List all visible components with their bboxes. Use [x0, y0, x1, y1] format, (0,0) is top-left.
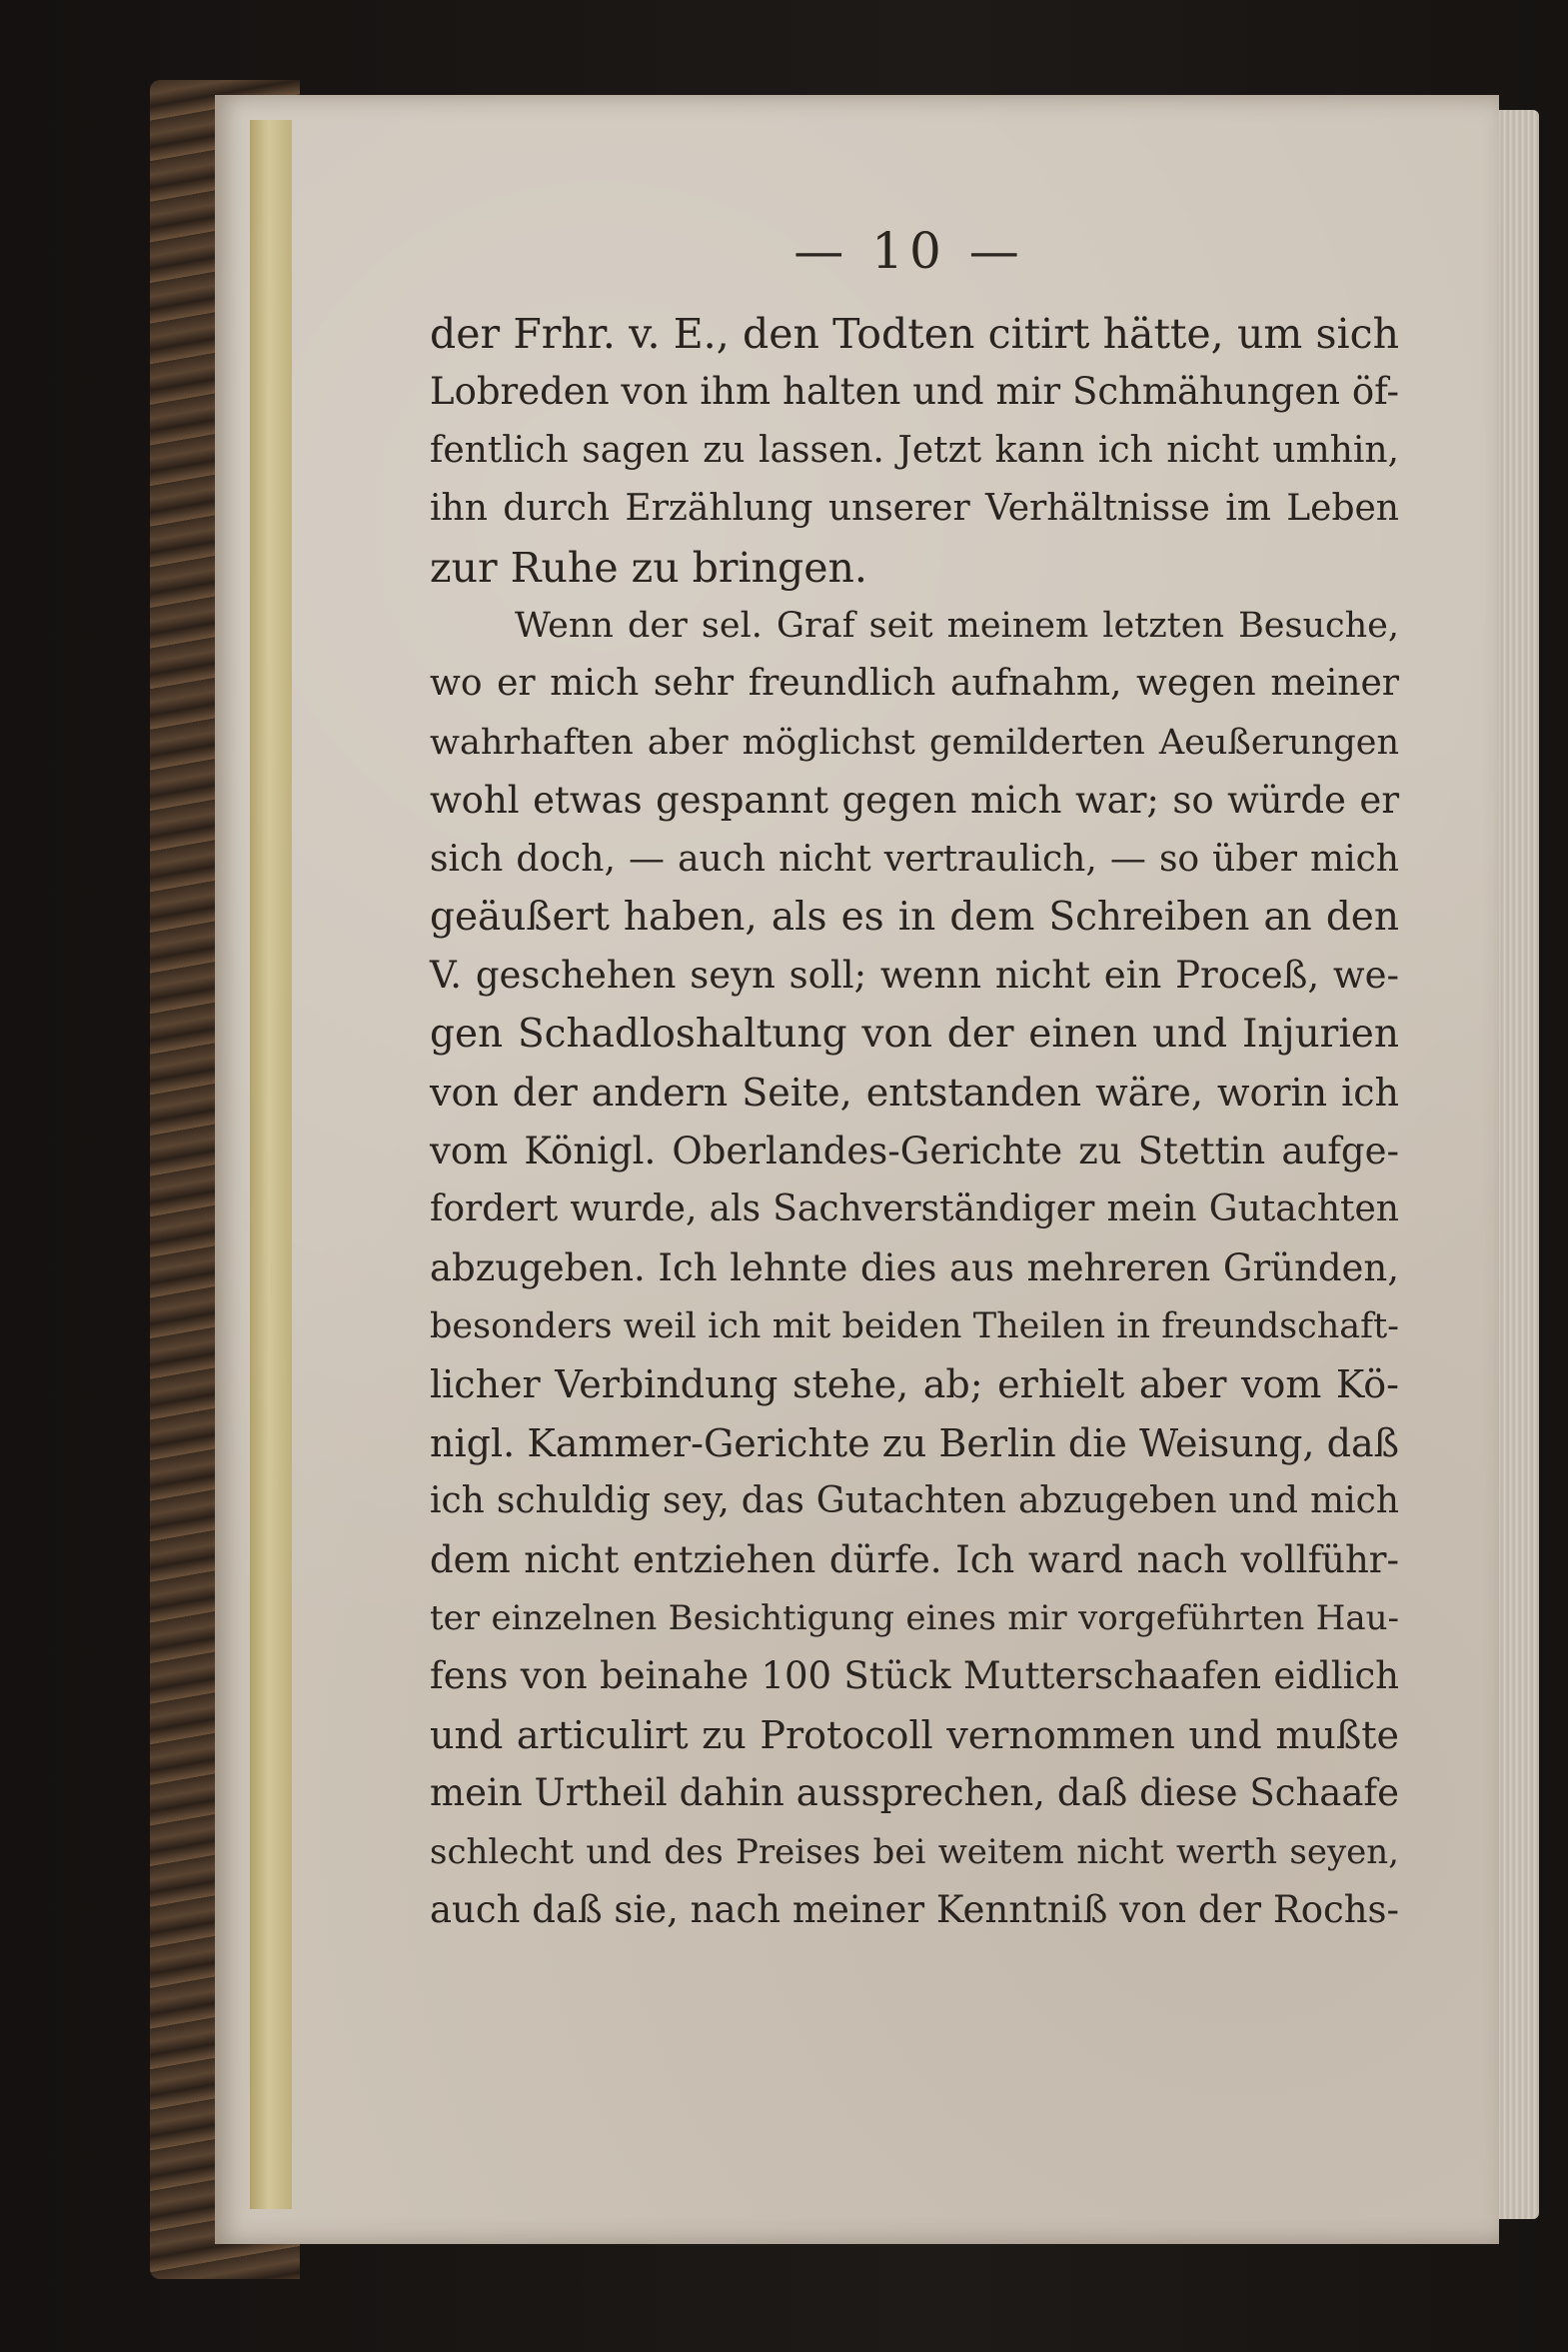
text-line: von der andern Seite, entstanden wäre, worin ich — [430, 1071, 1399, 1116]
text-line: fordert wurde, als Sachverständiger mein Gutachten — [430, 1188, 1399, 1230]
text-line: wahrhaften aber möglichst gemilderten Aeußerungen — [430, 722, 1399, 763]
text-line: auch daß sie, nach meiner Kenntniß von der Rochs- — [430, 1887, 1400, 1931]
text-line: der Frhr. v. E., den Todten citirt hätte, um sich — [430, 310, 1399, 358]
text-line: wo er mich sehr freundlich aufnahm, wegen meiner — [430, 663, 1399, 705]
text-line: und articulirt zu Protocoll vernommen und mußte — [430, 1712, 1399, 1757]
text-line: vom Königl. Oberlandes-Gerichte zu Stettin aufge- — [430, 1129, 1399, 1173]
text-line: wohl etwas gespannt gegen mich war; so würde er — [430, 779, 1399, 823]
text-line: licher Verbindung stehe, ab; erhielt aber vom Kö- — [430, 1362, 1399, 1407]
text-line: nigl. Kammer-Gerichte zu Berlin die Weisung, daß — [430, 1420, 1399, 1465]
text-line: mein Urtheil dahin aussprechen, daß diese Schaafe — [430, 1771, 1399, 1815]
text-line: abzugeben. Ich lehnte dies aus mehreren Gründen, — [430, 1245, 1399, 1289]
text-line: ter einzelnen Besichtigung eines mir vorgeführten Hau- — [430, 1597, 1399, 1638]
text-line: gen Schadloshaltung von der einen und Injurien — [430, 1011, 1399, 1057]
text-line: schlecht und des Preises bei weitem nicht werth seyen, — [430, 1831, 1399, 1872]
body-text — [430, 305, 1399, 1939]
gilt-edge — [250, 120, 292, 2209]
text-line: ich schuldig sey, das Gutachten abzugeben und mich — [430, 1480, 1399, 1522]
text-line: geäußert haben, als es in dem Schreiben an den — [430, 895, 1399, 941]
text-line: V. geschehen seyn soll; wenn nicht ein Proceß, we- — [430, 954, 1399, 998]
page-number-header: — 10 — — [793, 222, 1025, 280]
text-line: Lobreden von ihm halten und mir Schmähungen öf- — [430, 370, 1399, 414]
text-line: Wenn der sel. Graf seit meinem letzten Besuche, — [515, 606, 1399, 647]
text-line: zur Ruhe zu bringen. — [430, 543, 867, 592]
text-line: ihn durch Erzählung unserer Verhältnisse im Leben — [430, 488, 1399, 530]
text-line: dem nicht entziehen dürfe. Ich ward nach vollführ- — [430, 1537, 1399, 1581]
text-line: fens von beinahe 100 Stück Mutterschaafen eidlich — [430, 1654, 1399, 1698]
text-line: sich doch, — auch nicht vertraulich, — so über mich — [430, 838, 1399, 880]
text-line: besonders weil ich mit beiden Theilen in freundschaft- — [430, 1305, 1399, 1346]
text-line: fentlich sagen zu lassen. Jetzt kann ich nicht umhin, — [430, 429, 1399, 471]
